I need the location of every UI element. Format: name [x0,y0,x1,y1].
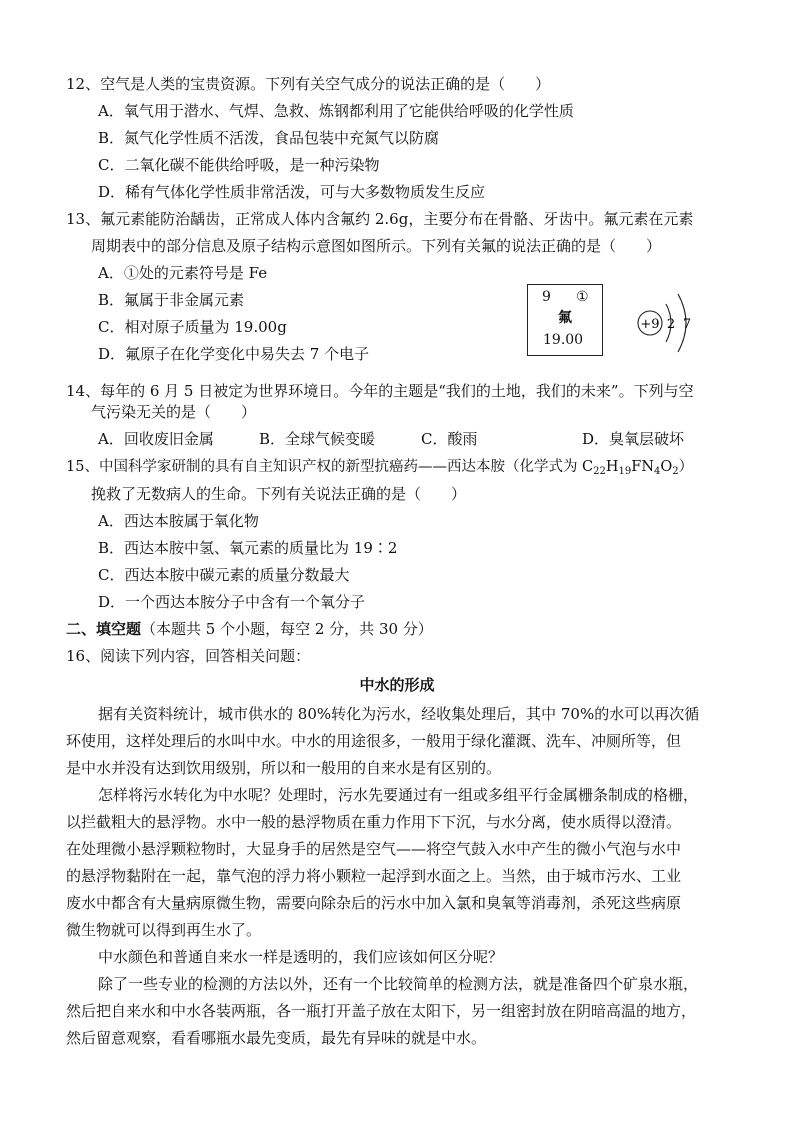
q13-option-b: B．氟属于非金属元素 [98,291,245,309]
section-2-label: 二、填空题 [66,620,142,638]
q12-stem: 12、空气是人类的宝贵资源。下列有关空气成分的说法正确的是（ ） [66,75,551,93]
element-name: 氟 [558,310,572,326]
symbol-marker: ① [576,289,589,305]
passage-line: 废水中都含有大量病原微生物，需要向除杂后的污水中加入氯和臭氧等消毒剂，杀死这些病原 [66,894,682,912]
q13-stem-line2: 周期表中的部分信息及原子结构示意图如图所示。下列有关氟的说法正确的是（ ） [91,237,662,255]
section-2-note: （本题共 5 个小题，每空 2 分，共 30 分） [141,620,433,638]
q12-option-c: C．二氧化碳不能供给呼吸，是一种污染物 [98,156,380,174]
shell-1-electrons: 2 [666,317,676,332]
q15-option-b: B．西达本胺中氢、氧元素的质量比为 19∶2 [98,539,398,557]
q16-stem: 16、阅读下列内容，回答相关问题： [66,647,311,665]
q15-stem-text: 15、中国科学家研制的具有自主知识产权的新型抗癌药——西达本胺（化学式为 C [66,459,594,475]
passage-line: 以拦截粗大的悬浮物。水中一般的悬浮物质在重力作用下下沉，与水分离，使水质得以澄清。 [66,813,682,831]
q12-option-d: D．稀有气体化学性质非常活泼，可与大多数物质发生反应 [98,183,486,201]
q13-option-d: D．氟原子在化学变化中易失去 7 个电子 [98,345,370,363]
q13-option-a: A．①处的元素符号是 Fe [98,264,268,282]
passage-line: 怎样将污水转化为中水呢？处理时，污水先要通过有一组或多组平行金属栅条制成的格栅， [98,786,699,804]
passage-line: 是中水并没有达到饮用级别，所以和一般用的自来水是有区别的。 [66,759,502,777]
passage-line: 据有关资料统计，城市供水的 80%转化为污水，经收集处理后，其中 70%的水可以再次循 [98,705,700,723]
atomic-structure-diagram [632,286,702,362]
passage-line: 然后把自来水和中水各装两瓶，各一瓶打开盖子放在太阳下，另一组密封放在阴暗高温的地方， [66,1002,697,1020]
nucleus-charge: +9 [640,317,660,332]
atomic-number: 9 [542,289,551,305]
q12-option-a: A．氧气用于潜水、气焊、急救、炼钢都利用了它能供给呼吸的化学性质 [98,102,574,120]
q14-option-b: B．全球气候变暖 [259,430,376,448]
section-2-header [66,619,433,639]
q15-option-c: C．西达本胺中碳元素的质量分数最大 [98,566,350,584]
q14-option-d: D．臭氧层破坏 [582,430,685,448]
q15-stem-line2: 挽救了无数病人的生命。下列有关说法正确的是（ ） [91,485,467,503]
q14-options-row [0,429,794,449]
passage-line: 除了一些专业的检测的方法以外，还有一个比较简单的检测方法，就是准备四个矿泉水瓶， [98,975,699,993]
q15-option-a: A．西达本胺属于氧化物 [98,512,259,530]
atomic-mass: 19.00 [543,332,584,348]
q13-option-c: C．相对原子质量为 19.00g [98,318,287,336]
q14-stem-line2: 气污染无关的是（ ） [91,403,257,421]
passage-line: 然后留意观察，看看哪瓶水最先变质，最先有异味的就是中水。 [66,1029,487,1047]
q14-option-a: A．回收废旧金属 [98,430,214,448]
q14-stem-line1: 14、每年的 6 月 5 日被定为世界环境日。今年的主题是“我们的土地，我们的未来”。下列与空 [66,382,694,400]
q15-stem-line1: 15、中国科学家研制的具有自主知识产权的新型抗癌药——西达本胺（化学式为 $C_{22}H_{19}FN_4O_2$） [66,459,694,477]
q15-option-d: D．一个西达本胺分子中含有一个氧分子 [98,593,366,611]
passage-line: 在处理微小悬浮颗粒物时，大显身手的居然是空气——将空气鼓入水中产生的微小气泡与水中 [66,840,682,858]
q13-stem-line1: 13、氟元素能防治龋齿，正常成人体内含氟约 2.6g，主要分布在骨骼、牙齿中。氟元素在元素 [66,210,694,228]
q14-option-c: C．酸雨 [421,430,478,448]
passage-line: 的悬浮物黏附在一起，靠气泡的浮力将小颗粒一起浮到水面之上。当然，由于城市污水、工业 [66,867,682,885]
passage-title: 中水的形成 [359,676,435,694]
passage-line: 微生物就可以得到再生水了。 [66,921,262,939]
q12-option-b: B．氮气化学性质不活泼，食品包装中充氮气以防腐 [98,129,440,147]
periodic-table-cell [527,284,603,356]
passage-line: 中水颜色和普通自来水一样是透明的，我们应该如何区分呢？ [98,948,504,966]
passage-line: 环使用，这样处理后的水叫中水。中水的用途很多，一般用于绿化灌溉、洗车、冲厕所等，但 [66,732,682,750]
shell-2-electrons: 7 [682,317,692,332]
